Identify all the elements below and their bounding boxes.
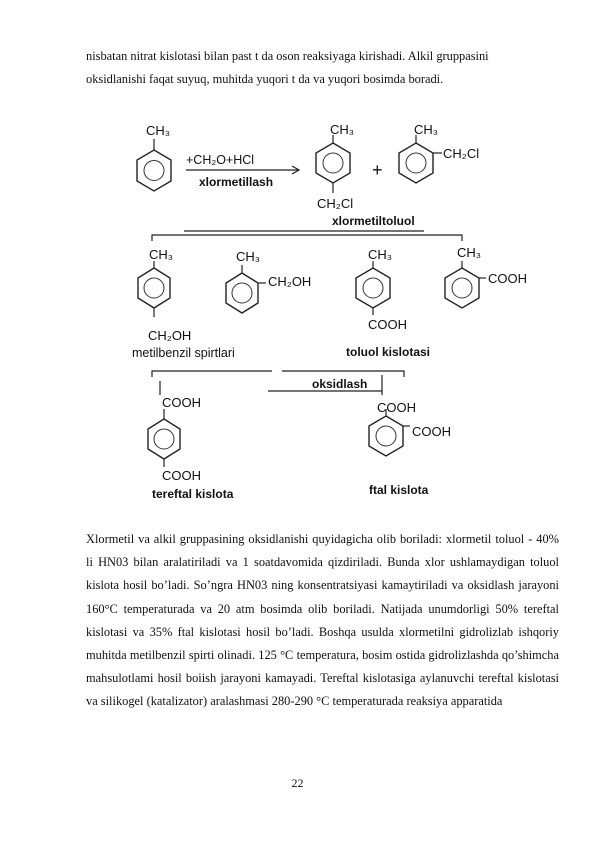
toluic-acid-label: toluol kislotasi — [346, 345, 431, 359]
phthalic-acid-structure — [369, 400, 451, 456]
tol2-cooh-label: COOH — [488, 271, 527, 286]
intro-line-1: nisbatan nitrat kislotasi bilan past t da oson reaksiyaga kirishadi. Alkil gruppasini — [86, 49, 489, 63]
pa-cooh-side-label: COOH — [412, 424, 451, 439]
tol1-cooh-label: COOH — [368, 317, 407, 332]
intro-line-2: oksidlanishi faqat suyuq, muhitda yuqori t da va yuqori bosimda boradi. — [86, 72, 444, 87]
o-ch2cl-label: CH₂Cl — [443, 146, 480, 161]
para-chloromethyltoluene-structure — [316, 122, 354, 211]
pa-cooh-top-label: COOH — [377, 400, 416, 415]
plus-sign: + — [372, 160, 383, 180]
body-paragraph: Xlormetil va alkil gruppasining oksidlanishi quyidagicha olib boriladi: xlormetil toluol - 40% li HN03 bilan aralatiriladi va 1 soatdavomida qizdiriladi. Bunda xlor ushlamaydigan toluol kislota hosil bo’ladi. So’ngra HN03 ning konsentratsiyasi kamaytiriladi va oksidlash jarayoni 160°C temperaturada va 20 atm bosimda olib boriladi. Natijada unumdorligi 50% tereftal kislotasi va 35% ftal kislotasi hosil bo’ladi. Boshqa usulda xlormetilni gidrolizlab ishqoriy muhitda metilbenzil spirti olinadi. 125 °C temperatura, bosim ostida gidrolizlashda qo’shimcha mahsulotlami hosil boiish jarayoni kamayadi. Tereftal kislotasiga aylanuvchi tereftal kislotasi va silikogel (katalizator) aralashmasi 280-290 °C temperaturada reaksiya apparatida — [86, 532, 559, 709]
tpa-cooh-top-label: COOH — [162, 395, 201, 410]
ortho-toluic-acid-structure — [445, 245, 527, 308]
o-ch3-label: CH₃ — [414, 122, 439, 137]
alc1-ch2oh-label: CH₂OH — [148, 328, 192, 343]
alcohols-label: metilbenzil spirtlari — [132, 346, 235, 360]
terephthalic-acid-label: tereftal kislota — [152, 487, 234, 501]
meta-methylbenzyl-alcohol-structure — [226, 249, 311, 313]
tol2-ch3-label: CH₃ — [457, 245, 482, 260]
p-ch2cl-label: CH₂Cl — [317, 196, 354, 211]
ortho-chloromethyltoluene-structure — [399, 122, 479, 183]
toluene-structure — [137, 123, 171, 191]
p-ch3-label: CH₃ — [330, 122, 355, 137]
branch-bracket-top — [152, 235, 462, 241]
oxidation-label: oksidlash — [312, 377, 368, 391]
tpa-cooh-bottom-label: COOH — [162, 468, 201, 483]
reagent-label: +CH₂O+HCl — [186, 153, 255, 167]
page-number: 22 — [291, 776, 304, 790]
ortho-methylbenzyl-alcohol-structure — [138, 247, 191, 343]
terephthalic-acid-structure — [148, 395, 201, 483]
connector-left — [152, 371, 272, 377]
phthalic-acid-label: ftal kislota — [369, 483, 429, 497]
tol1-ch3-label: CH₃ — [368, 247, 393, 262]
para-toluic-acid-structure — [356, 247, 407, 332]
alc2-ch2oh-label: CH₂OH — [268, 274, 312, 289]
reaction-label-xlormetillash: xlormetillash — [199, 175, 274, 189]
toluene-ch3-label: CH₃ — [146, 123, 171, 138]
intro-paragraph — [86, 45, 559, 91]
reaction-scheme — [124, 113, 554, 508]
product-label-xlormetiltoluol: xlormetiltoluol — [332, 214, 415, 228]
alc2-ch3-label: CH₃ — [236, 249, 261, 264]
alc1-ch3-label: CH₃ — [149, 247, 174, 262]
